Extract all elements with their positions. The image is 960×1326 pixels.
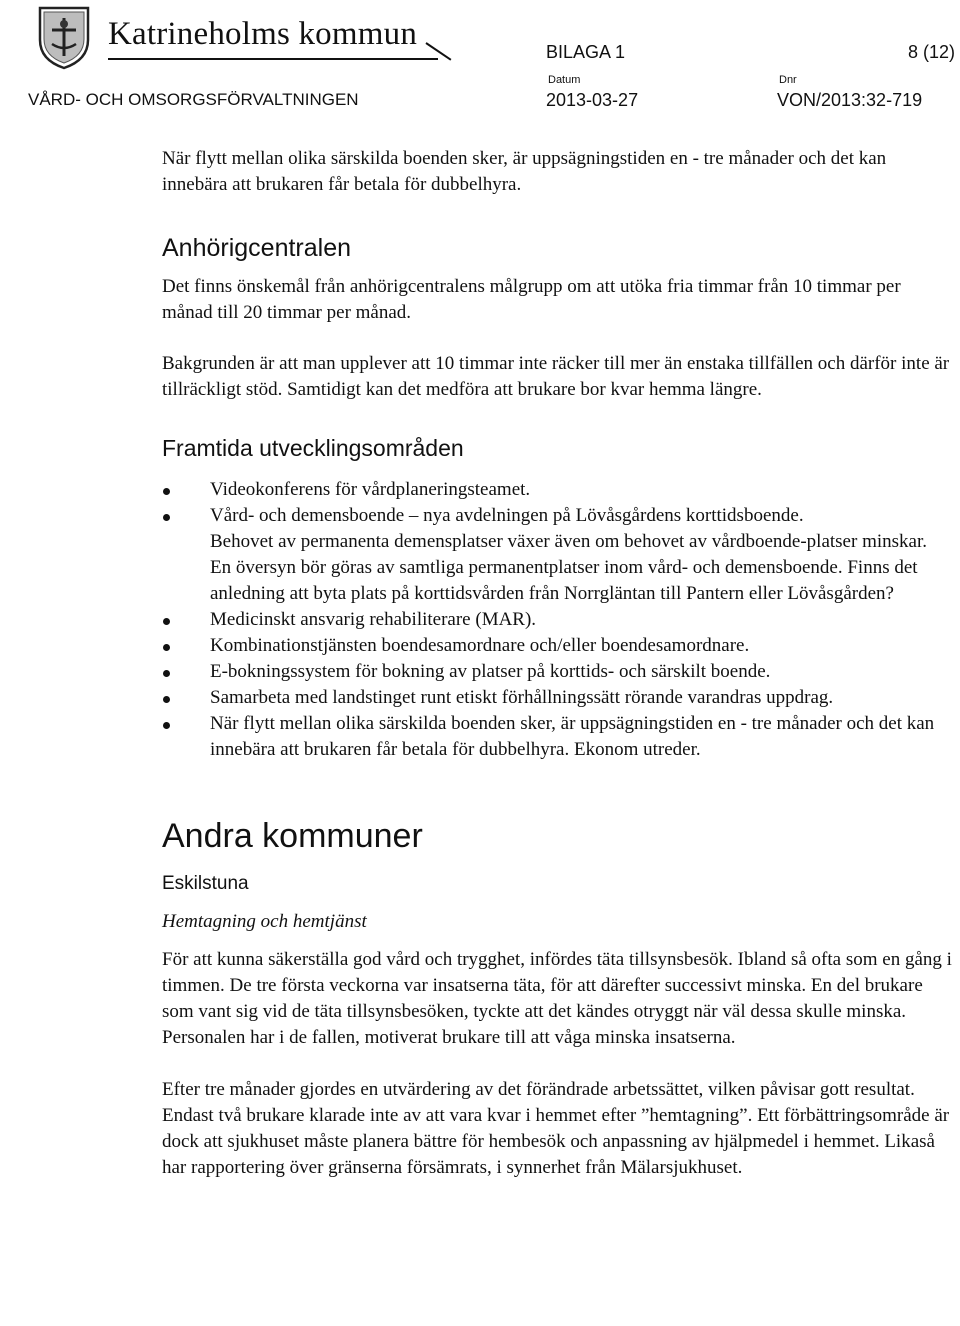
- subheading-eskilstuna: Eskilstuna: [162, 873, 249, 894]
- bullet-icon: [163, 488, 170, 495]
- municipal-coat-of-arms-icon: [34, 4, 94, 70]
- subheading-hemtagning: Hemtagning och hemtjänst: [162, 911, 367, 932]
- list-item: [162, 633, 952, 659]
- list-item-text: Medicinskt ansvarig rehabiliterare (MAR).: [210, 609, 537, 630]
- eskilstuna-paragraph-2: Efter tre månader gjordes en utvärdering av det förändrade arbetssättet, vilken påvisar gott resultat. Endast två brukare klarade inte av att vara kvar i hemmet efter ”hemtagning”. Ett förbättringsområde är dock att sjukhuset måste planera bättre för hembesök och anpassning av hjälpmedel i hemmet. Likaså har rapportering över gränserna försämrats, i synnerhet från Mälarsjukhuset.: [162, 1079, 950, 1178]
- department-name: VÅRD- OCH OMSORGSFÖRVALTNINGEN: [28, 90, 359, 109]
- section-heading-framtida: Framtida utvecklingsområden: [162, 435, 464, 461]
- development-areas-list: [162, 477, 952, 763]
- list-item-text: Behovet av permanenta demensplatser växer även om behovet av vårdboende-platser minskar. En översyn bör göras av samtliga permanentplatser inom vård- och demensboende. Finns det anledning att byta plats på korttidsvården från Norrgläntan till Pantern eller Lövåsgården?: [210, 531, 927, 604]
- list-item: [162, 503, 952, 529]
- attachment-label: BILAGA 1: [546, 42, 626, 62]
- anhorig-paragraph-2: Bakgrunden är att man upplever att 10 timmar inte räcker till mer än enstaka tillfällen och därför inte är tillräckligt stöd. Samtidigt kan det medföra att brukare bor kvar hemma längre.: [162, 353, 950, 400]
- document-date: 2013-03-27: [546, 90, 639, 110]
- reference-label: Dnr: [779, 74, 797, 86]
- date-label: Datum: [548, 74, 581, 86]
- document-body: [162, 146, 952, 1181]
- list-item: [162, 659, 952, 685]
- page-number: 8 (12): [908, 42, 956, 62]
- list-item-text: När flytt mellan olika särskilda boenden sker, är uppsägningstiden en - tre månader och det kan innebära att brukaren får betala för dubbelhyra. Ekonom utreder.: [210, 713, 935, 760]
- list-item: [162, 711, 952, 763]
- eskilstuna-paragraph-1: För att kunna säkerställa god vård och trygghet, infördes täta tillsynsbesök. Ibland så ofta som en gång i timmen. De tre första veckorna var insatserna täta, för att därefter successivt minska. En del brukare som vant sig vid de täta tillsynsbesöken, tyckte att det kändes otryggt när väl dessa skulle minska. Personalen har i de fallen, motiverat brukare till att våga minska insatserna.: [162, 949, 952, 1048]
- list-item-continuation: [162, 529, 952, 607]
- section-heading-anhorigcentralen: Anhörigcentralen: [162, 234, 352, 262]
- list-item-text: Kombinationstjänsten boendesamordnare och/eller boendesamordnare.: [210, 635, 750, 656]
- anhorig-paragraph-1: Det finns önskemål från anhörigcentralens målgrupp om att utöka fria timmar från 10 timmar per månad till 20 timmar per månad.: [162, 276, 901, 323]
- list-item: [162, 477, 952, 503]
- bullet-icon: [163, 644, 170, 651]
- municipality-name: Katrineholms kommun: [108, 16, 418, 52]
- list-item-text: Videokonferens för vårdplaneringsteamet.: [210, 479, 531, 500]
- list-item-text: Vård- och demensboende – nya avdelningen på Lövåsgårdens korttidsboende.: [210, 505, 804, 526]
- list-item: [162, 607, 952, 633]
- bullet-icon: [163, 722, 170, 729]
- bullet-icon: [163, 696, 170, 703]
- intro-paragraph: När flytt mellan olika särskilda boenden sker, är uppsägningstiden en - tre månader och det kan innebära att brukaren får betala för dubbelhyra.: [162, 148, 887, 195]
- list-item: [162, 685, 952, 711]
- bullet-icon: [163, 618, 170, 625]
- list-item-text: Samarbeta med landstinget runt etiskt förhållningssätt rörande varandras uppdrag.: [210, 687, 834, 708]
- section-heading-andra-kommuner: Andra kommuner: [162, 817, 423, 855]
- header-rule: [108, 58, 438, 60]
- list-item-text: E-bokningssystem för bokning av platser på korttids- och särskilt boende.: [210, 661, 771, 682]
- bullet-icon: [163, 670, 170, 677]
- bullet-icon: [163, 514, 170, 521]
- reference-number: VON/2013:32-719: [777, 90, 923, 110]
